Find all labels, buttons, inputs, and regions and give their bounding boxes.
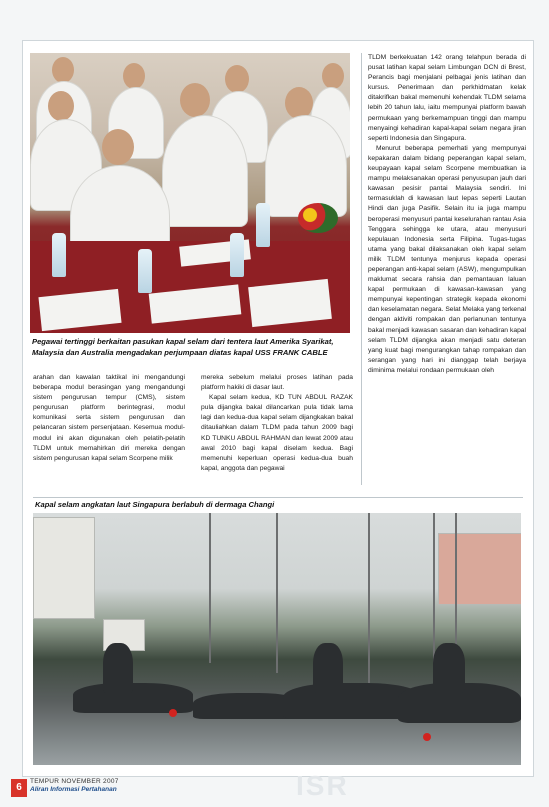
watermark-logo: ISR [296,770,349,801]
magazine-subtitle: Aliran Informasi Pertahanan [30,786,117,793]
photo-caption-mid: Kapal selam angkatan laut Singapura berlabuh di dermaga Changi [35,500,275,509]
article-column-right [368,53,526,483]
meeting-photo [30,53,350,333]
paragraph: Kapal selam kedua, KD TUN ABDUL RAZAK pula dijangka bakal dilancarkan pula tidak lama lagi dan kedua-dua kapal selam dijangkakan bakal ditauliahkan dalam TLDM pada tahun 2009 bagi KD TUNKU ABDUL RAHMAN dan lewat 2009 atau awal 2010 bagi kapal diselam kedua. Bagi memenuhi keperluan operasi kedua-dua buah kapal, anggota dan pegawai [201,394,353,472]
column-divider [361,53,362,485]
issue-label: TEMPUR NOVEMBER 2007 [30,778,119,785]
paragraph: TLDM berkekuatan 142 orang telahpun berada di pusat latihan kapal selam Limbungan DCN di Brest, Perancis bagi menjalani pelbagai jenis latihan dan kursus. Penerimaan dan perkhidmatan kelak ditakrifkan bakal memenuhi kehendak TLDM selama lebih 20 tahun lalu, iaitu mempunyai platform bawah permukaan yang berkemampuan tinggi dan mampu menyaingi kehadiran kapal-kapal selam negara jiran seperti Indonesia dan Singapura. [368,54,526,142]
page-number: 6 [11,779,27,797]
paragraph: arahan dan kawalan taktikal ini mengandungi beberapa modul berasingan yang mengandungi sistem pengurusan tempur (CMS), sistem pengurusan platform berintegrasi, modul komunikasi serta sistem pengurusan dan pelancaran sistem persenjataan. Kesemua modul-modul ini akan digunakan oleh pelatih-pelatih TLDM untuk memahirkan diri mereka dengan sistem pengurusan kapal selam Scorpene milik [33,374,185,462]
magazine-page [22,40,534,777]
article-column-b [201,373,353,493]
article-column-a [33,373,185,493]
section-divider [33,497,523,498]
paragraph: Menurut beberapa pemerhati yang mempunyai kepakaran dalam bidang peperangan kapal selam, keupayaan kapal selam Scorpene membuatkan ia mampu melaksanakan operasi penyusupan jauh dari kawasan pesisir pantai Malaysia sendiri. Ini termasuklah di kawasan laut lepas seperti Lautan Hindi dan juga Pasifik. Selain itu ia juga mampu beroperasi menyusuri pantai keselurahan rantau Asia Tenggara sehingga ke utara, atau menyusuri kepulauan Indonesia serta Filipina. Tugas-tugas utama yang bakal dilaksanakan oleh kapal selam milik TLDM tentunya menjurus kepada operasi peperangan anti-kapal selam (ASW), mengumpulkan maklumat secara rahsia dan pemantauan laluan kapal permukaan di kawasan-kawasan yang mempunyai kepentingan strategik kepada ekonomi dan keselamatan negara. Selat Melaka yang terkenal dengan aktiviti rompakan dan perlanunan tentunya bakal menjadi kawasan sasaran dan kehadiran kapal selam TLDM dijangka akan menjadi satu deteran yang kuat bagi mengurangkan tahap rompakan dan serangan yang hari ini dianggap telah berjaya diminima melalui rondaan permukaan oleh [368,144,526,374]
photo-caption-top: Pegawai tertinggi berkaitan pasukan kapal selam dari tentera laut Amerika Syarikat, Malaysia dan Australia mengadakan perjumpaan diatas kapal USS FRANK CABLE [32,337,334,357]
submarine-photo [33,513,521,765]
paragraph: mereka sebelum melalui proses latihan pada platform hakiki di dasar laut. [201,374,353,392]
